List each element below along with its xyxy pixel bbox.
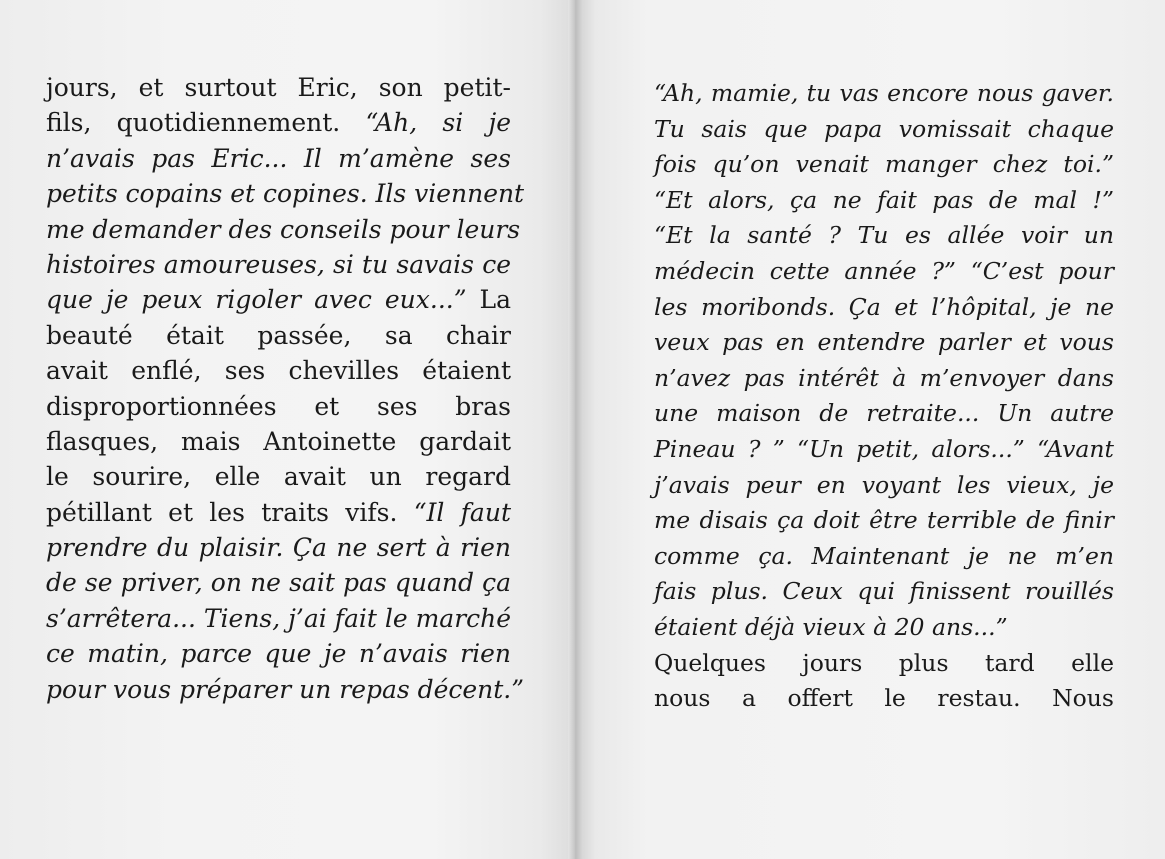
text-line: avait enflé, ses chevilles étaient: [46, 356, 511, 386]
right-page-text: [654, 76, 1114, 717]
left-page-text: [46, 70, 525, 707]
text-line: disproportionnées et ses bras: [46, 391, 511, 421]
text-line: histoires amoureuses, si tu savais ce: [46, 249, 511, 279]
text-line: nous a offert le restau. Nous: [654, 684, 1114, 713]
text-line: pour vous préparer un repas décent.”: [46, 674, 524, 704]
text-run: que je peux rigoler avec eux...”: [46, 285, 480, 315]
text-line: “Et la santé ? Tu es allée voir un: [654, 221, 1114, 250]
text-run: fils, quotidiennement.: [46, 108, 366, 138]
text-line: jours, et surtout Eric, son petit-: [46, 73, 511, 102]
text-line: me demander des conseils pour leurs: [46, 214, 521, 244]
text-line: n’avez pas intérêt à m’envoyer dans: [654, 363, 1114, 392]
text-line: petits copains et copines. Ils viennent: [46, 179, 525, 209]
text-line: n’avais pas Eric... Il m’amène ses: [46, 143, 511, 173]
text-line: Tu sais que papa vomissait chaque: [654, 114, 1114, 143]
text-line: Pineau ? ” “Un petit, alors...” “Avant: [654, 434, 1114, 463]
text-line: [46, 495, 511, 530]
book-gutter: [568, 0, 582, 859]
text-line: [46, 282, 511, 317]
text-run: “Il faut: [413, 497, 511, 527]
text-line: Quelques jours plus tard elle: [654, 648, 1114, 677]
text-line: médecin cette année ?” “C’est pour: [654, 256, 1114, 285]
text-line: [46, 105, 511, 140]
text-run: La: [479, 285, 511, 315]
text-line: ce matin, parce que je n’avais rien: [46, 639, 511, 669]
text-line: fais plus. Ceux qui finissent rouillés: [654, 577, 1114, 606]
text-run: pétillant et les traits vifs.: [46, 497, 414, 527]
text-line: “Et alors, ça ne fait pas de mal !”: [654, 185, 1114, 214]
text-line: de se priver, on ne sait pas quand ça: [46, 568, 511, 598]
text-line: les moribonds. Ça et l’hôpital, je ne: [654, 292, 1114, 321]
text-line: une maison de retraite... Un autre: [654, 399, 1114, 428]
text-line: prendre du plaisir. Ça ne sert à rien: [46, 533, 511, 563]
text-line: veux pas en entendre parler et vous: [654, 328, 1114, 357]
text-line: “Ah, mamie, tu vas encore nous gaver.: [654, 79, 1114, 107]
text-line: s’arrêtera... Tiens, j’ai fait le marché: [46, 603, 512, 633]
text-line: fois qu’on venait manger chez toi.”: [654, 150, 1114, 179]
text-line: flasques, mais Antoinette gardait: [46, 426, 511, 456]
text-line: me disais ça doit être terrible de finir: [654, 506, 1114, 535]
text-line: étaient déjà vieux à 20 ans...”: [654, 612, 1008, 641]
text-line: le sourire, elle avait un regard: [46, 462, 511, 492]
text-line: j’avais peur en voyant les vieux, je: [654, 470, 1114, 499]
text-run: “Ah, si je: [365, 108, 511, 138]
text-line: beauté était passée, sa chair: [46, 320, 511, 350]
text-line: comme ça. Maintenant je ne m’en: [654, 541, 1114, 570]
